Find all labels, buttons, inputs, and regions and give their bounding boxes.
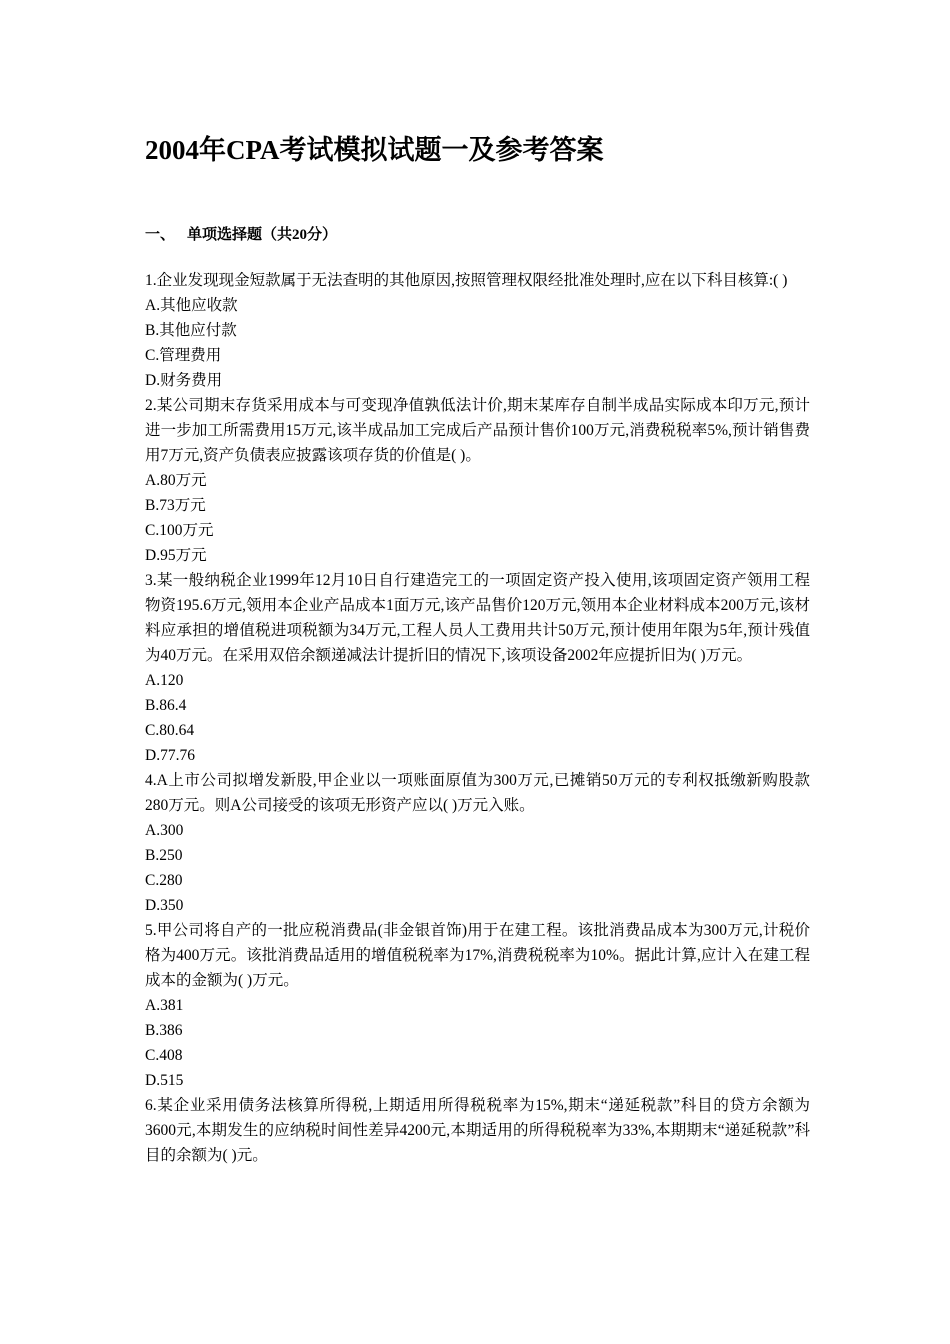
question-stem-3: 3.某一般纳税企业1999年12月10日自行建造完工的一项固定资产投入使用,该项固定资产领用工程物资195.6万元,领用本企业产品成本1面万元,该产品售价120万元,领用本企业材料成本200万元,该材料应承担的增值税进项税额为34万元,工程人员人工费用共计50万元,预计使用年限为5年,预计残值为40万元。在采用双倍余额递减法计提折旧的情况下,该项设备2002年应提折旧为( )万元。 bbox=[145, 572, 810, 664]
question-stem-2: 2.某公司期末存货采用成本与可变现净值孰低法计价,期末某库存自制半成品实际成本印万元,预计进一步加工所需费用15万元,该半成品加工完成后产品预计售价100万元,消费税税率5%,预计销售费用7万元,资产负债表应披露该项存货的价值是( )。 bbox=[145, 397, 810, 464]
option-4c: C.280 bbox=[145, 872, 183, 889]
section-number: 一、 bbox=[145, 227, 176, 243]
option-5a: A.381 bbox=[145, 997, 184, 1014]
question-stem-1: 1.企业发现现金短款属于无法查明的其他原因,按照管理权限经批准处理时,应在以下科目核算:( ) bbox=[145, 272, 788, 289]
section-heading bbox=[145, 223, 337, 247]
option-1b: B.其他应付款 bbox=[145, 322, 237, 339]
option-2a: A.80万元 bbox=[145, 472, 207, 489]
option-1c: C.管理费用 bbox=[145, 347, 222, 364]
question-list bbox=[145, 268, 810, 1168]
option-3a: A.120 bbox=[145, 672, 184, 689]
option-5d: D.515 bbox=[145, 1072, 184, 1089]
option-5c: C.408 bbox=[145, 1047, 183, 1064]
option-2c: C.100万元 bbox=[145, 522, 214, 539]
option-1a: A.其他应收款 bbox=[145, 297, 238, 314]
option-3b: B.86.4 bbox=[145, 697, 187, 714]
option-4d: D.350 bbox=[145, 897, 184, 914]
section-heading-text: 单项选择题（共20分） bbox=[187, 227, 338, 243]
question-stem-5: 5.甲公司将自产的一批应税消费品(非金银首饰)用于在建工程。该批消费品成本为300万元,计税价格为400万元。该批消费品适用的增值税税率为17%,消费税税率为10%。据此计算,应计入在建工程成本的金额为( )万元。 bbox=[145, 922, 810, 989]
option-3c: C.80.64 bbox=[145, 722, 195, 739]
option-3d: D.77.76 bbox=[145, 747, 195, 764]
document-title: 2004年CPA考试模拟试题一及参考答案 bbox=[145, 135, 604, 165]
option-4a: A.300 bbox=[145, 822, 184, 839]
option-2b: B.73万元 bbox=[145, 497, 206, 514]
option-2d: D.95万元 bbox=[145, 547, 207, 564]
option-1d: D.财务费用 bbox=[145, 372, 223, 389]
question-stem-4: 4.A上市公司拟增发新股,甲企业以一项账面原值为300万元,已摊销50万元的专利权抵缴新购股款280万元。则A公司接受的该项无形资产应以( )万元入账。 bbox=[145, 772, 810, 814]
option-4b: B.250 bbox=[145, 847, 183, 864]
question-stem-6: 6.某企业采用债务法核算所得税,上期适用所得税税率为15%,期末“递延税款”科目的贷方余额为3600元,本期发生的应纳税时间性差异4200元,本期适用的所得税税率为33%,本期期末“递延税款”科目的余额为( )元。 bbox=[145, 1097, 810, 1164]
option-5b: B.386 bbox=[145, 1022, 183, 1039]
